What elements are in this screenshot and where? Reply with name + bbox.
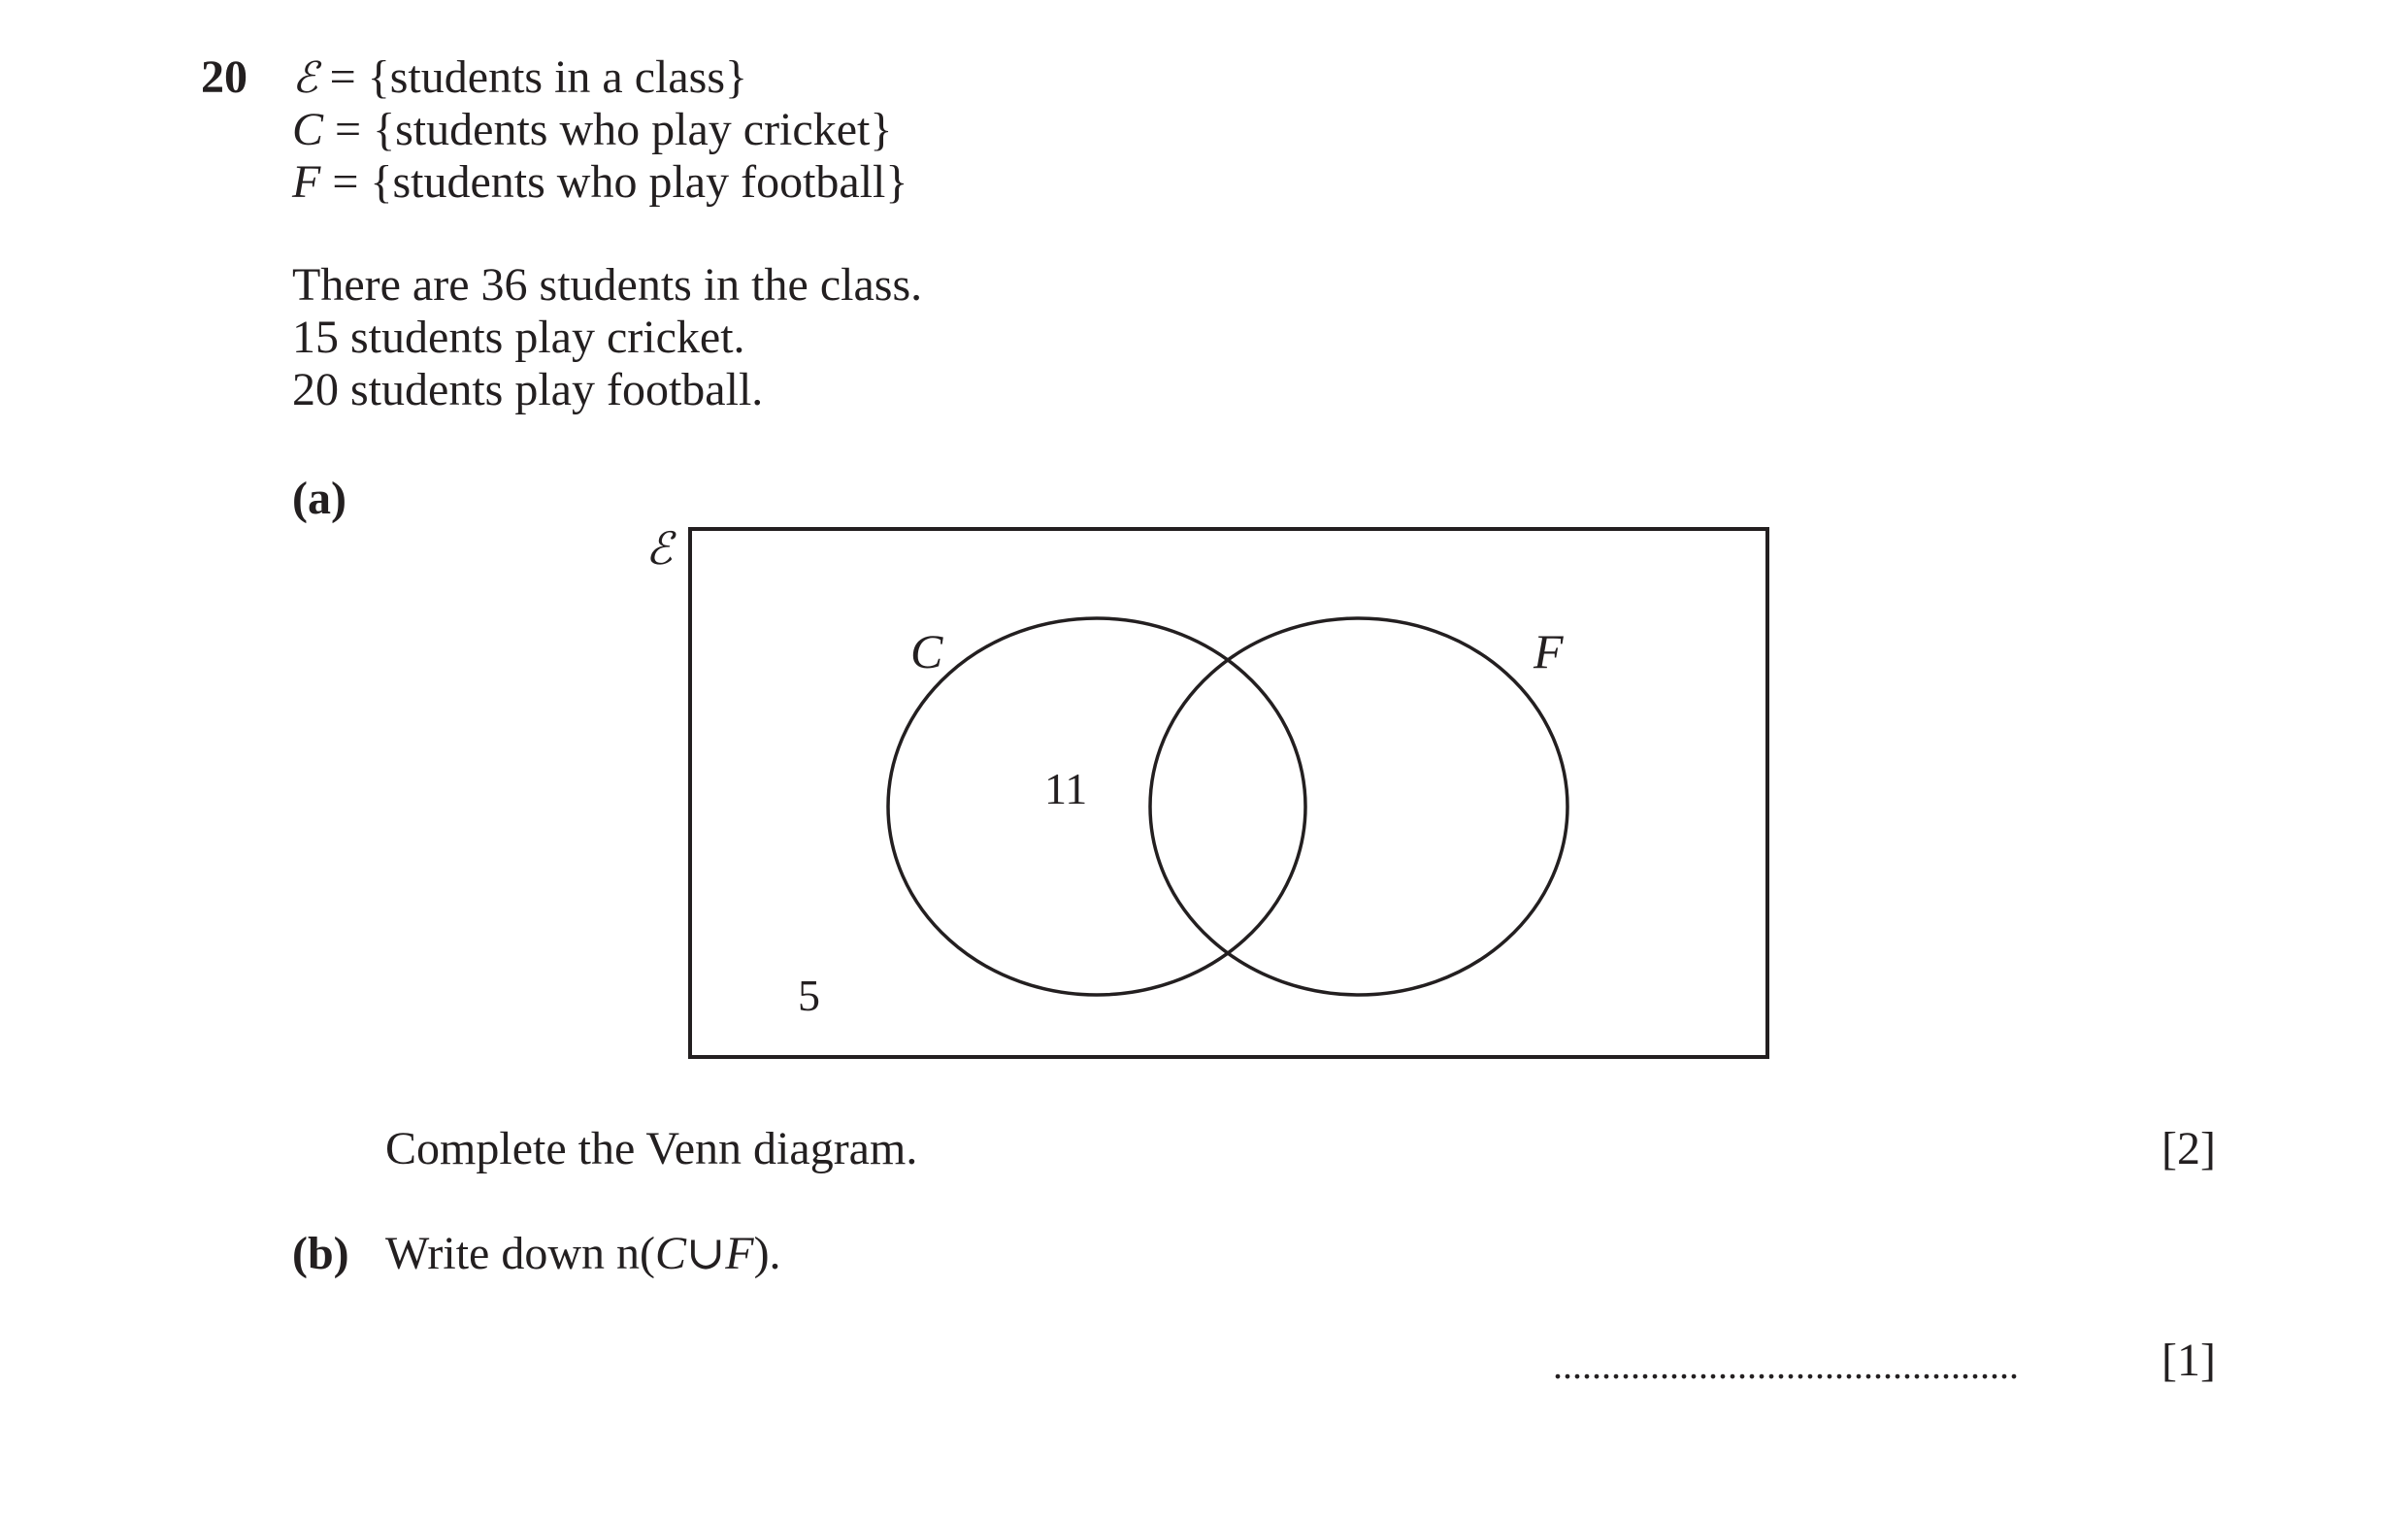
part-b-label: (b) (292, 1228, 349, 1279)
definition-universal-text: = {students in a class} (317, 51, 748, 103)
venn-label-f: F (1534, 624, 1564, 678)
part-b-set-c: C (655, 1228, 687, 1279)
definition-cricket-text: = {students who play cricket} (323, 104, 893, 155)
set-f-symbol: F (292, 156, 321, 208)
info-cricket-count: 15 students play cricket. (292, 312, 745, 363)
answer-line[interactable]: ................................................ (1553, 1343, 2019, 1387)
venn-c-only-value: 11 (1044, 764, 1088, 813)
set-c-circle (888, 618, 1305, 995)
part-b-n-open: n( (616, 1228, 655, 1279)
universal-set-symbol: ℰ (292, 53, 318, 103)
part-a-marks: [2] (2161, 1123, 2216, 1174)
part-b-question (385, 1228, 781, 1279)
info-football-count: 20 students play football. (292, 364, 764, 415)
part-b-prefix: Write down (385, 1228, 617, 1279)
venn-universal-symbol: ℰ (645, 522, 673, 575)
part-b-marks: [1] (2161, 1335, 2216, 1386)
info-total-students: There are 36 students in the class. (292, 259, 923, 311)
venn-outside-value: 5 (798, 971, 820, 1020)
set-c-symbol: C (292, 104, 324, 155)
venn-label-c: C (910, 624, 943, 678)
question-number: 20 (201, 51, 247, 103)
part-b-close: ). (753, 1228, 781, 1279)
universal-set-rectangle (690, 529, 1767, 1057)
part-b-set-f: F (725, 1228, 754, 1279)
definition-football-text: = {students who play football} (320, 156, 908, 208)
part-a-instruction: Complete the Venn diagram. (385, 1123, 918, 1174)
set-f-circle (1150, 618, 1567, 995)
part-b-union-symbol: ∪ (686, 1228, 726, 1279)
part-a-label: (a) (292, 473, 346, 524)
